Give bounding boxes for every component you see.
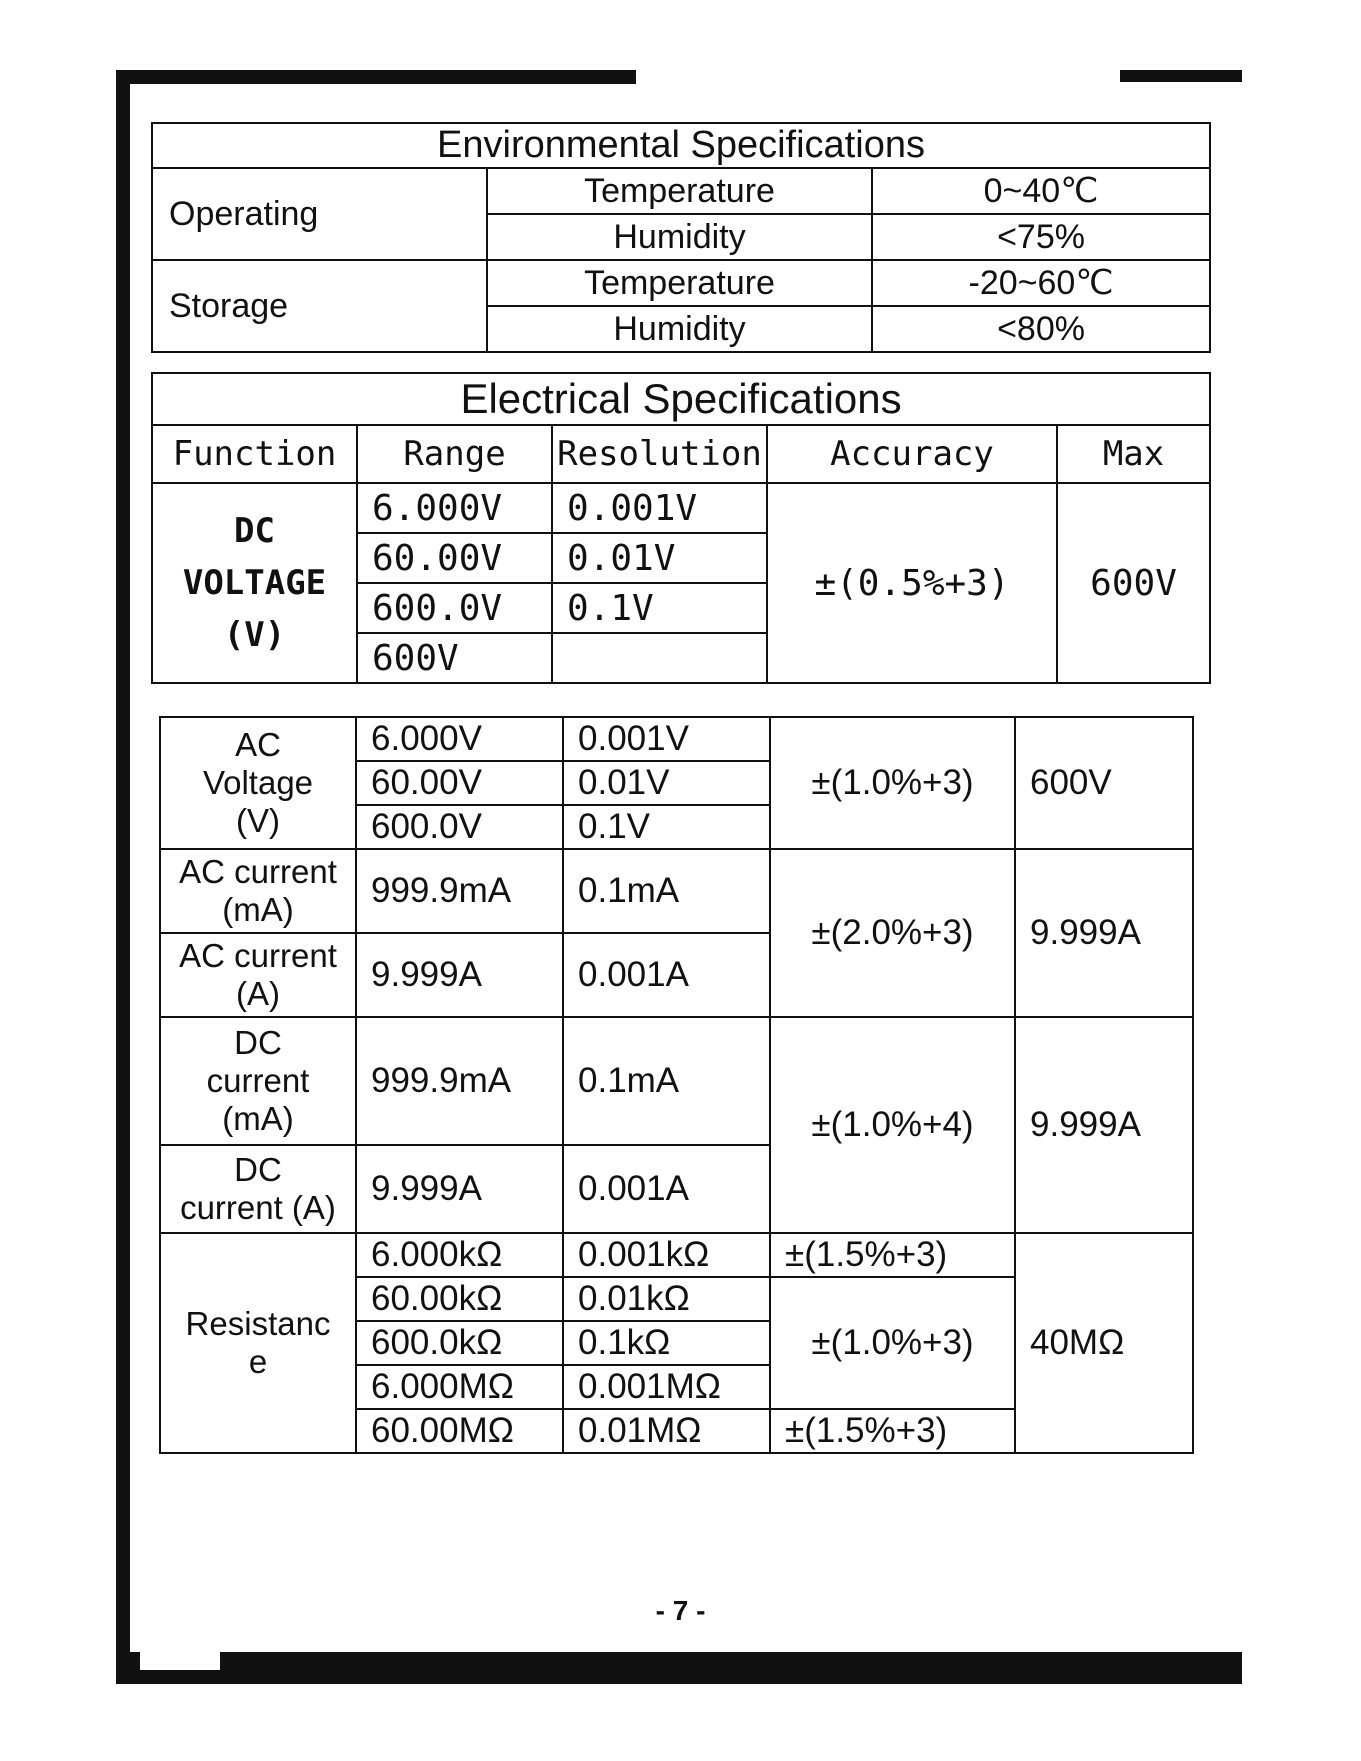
function-line: DC bbox=[234, 1024, 282, 1061]
ac-voltage-resolution: 0.01V bbox=[563, 761, 770, 805]
ac-current-a-resolution: 0.001A bbox=[563, 933, 770, 1017]
resistance-resolution: 0.001kΩ bbox=[563, 1233, 770, 1277]
function-line: (mA) bbox=[222, 1100, 294, 1137]
dc-voltage-max: 600V bbox=[1057, 483, 1210, 683]
function-line: AC bbox=[235, 726, 281, 763]
dc-voltage-resolution bbox=[552, 633, 767, 683]
ac-voltage-accuracy: ±(1.0%+3) bbox=[770, 717, 1015, 849]
storage-temperature-value: -20~60℃ bbox=[872, 260, 1210, 306]
function-line: current bbox=[206, 1062, 310, 1099]
ac-current-ma-function bbox=[160, 849, 356, 933]
dc-voltage-range: 6.000V bbox=[357, 483, 552, 533]
operating-humidity-value: <75% bbox=[872, 214, 1210, 260]
dc-current-ma-range: 999.9mA bbox=[356, 1017, 563, 1145]
scan-border-top bbox=[116, 70, 636, 84]
resistance-accuracy-middle: ±(1.0%+3) bbox=[770, 1277, 1015, 1409]
resistance-resolution: 0.1kΩ bbox=[563, 1321, 770, 1365]
ac-voltage-range: 600.0V bbox=[356, 805, 563, 849]
function-line: VOLTAGE bbox=[182, 563, 327, 603]
storage-label: Storage bbox=[152, 260, 487, 352]
header-resolution: Resolution bbox=[552, 425, 767, 483]
function-line: (V) bbox=[223, 615, 286, 655]
ac-current-a-range: 9.999A bbox=[356, 933, 563, 1017]
ac-current-max: 9.999A bbox=[1015, 849, 1193, 1017]
resistance-resolution: 0.001MΩ bbox=[563, 1365, 770, 1409]
measurement-specifications-table bbox=[159, 716, 1194, 1454]
ac-voltage-range: 60.00V bbox=[356, 761, 563, 805]
resistance-range: 60.00kΩ bbox=[356, 1277, 563, 1321]
ac-current-ma-range: 999.9mA bbox=[356, 849, 563, 933]
ac-voltage-range: 6.000V bbox=[356, 717, 563, 761]
storage-humidity-label: Humidity bbox=[487, 306, 872, 352]
resistance-range: 600.0kΩ bbox=[356, 1321, 563, 1365]
dc-voltage-range: 60.00V bbox=[357, 533, 552, 583]
function-line: current (A) bbox=[180, 1189, 336, 1226]
resistance-resolution: 0.01MΩ bbox=[563, 1409, 770, 1453]
dc-voltage-resolution: 0.1V bbox=[552, 583, 767, 633]
function-line: Voltage bbox=[202, 764, 314, 801]
electrical-title: Electrical Specifications bbox=[152, 373, 1210, 425]
resistance-accuracy-last: ±(1.5%+3) bbox=[770, 1409, 1015, 1453]
header-range: Range bbox=[357, 425, 552, 483]
header-accuracy: Accuracy bbox=[767, 425, 1057, 483]
resistance-max: 40MΩ bbox=[1015, 1233, 1193, 1453]
resistance-range: 60.00MΩ bbox=[356, 1409, 563, 1453]
dc-voltage-range: 600V bbox=[357, 633, 552, 683]
dc-voltage-range: 600.0V bbox=[357, 583, 552, 633]
function-line: Resistanc bbox=[185, 1305, 331, 1342]
ac-voltage-max: 600V bbox=[1015, 717, 1193, 849]
electrical-specifications-table bbox=[151, 372, 1211, 684]
dc-voltage-function bbox=[152, 483, 357, 683]
function-line: AC current bbox=[179, 937, 337, 974]
function-line: (A) bbox=[236, 975, 280, 1012]
header-function: Function bbox=[152, 425, 357, 483]
storage-humidity-value: <80% bbox=[872, 306, 1210, 352]
ac-voltage-resolution: 0.001V bbox=[563, 717, 770, 761]
scan-border-top-right bbox=[1120, 70, 1242, 82]
storage-temperature-label: Temperature bbox=[487, 260, 872, 306]
ac-current-a-function bbox=[160, 933, 356, 1017]
function-line: AC current bbox=[179, 853, 337, 890]
dc-voltage-resolution: 0.001V bbox=[552, 483, 767, 533]
scan-border-gap bbox=[140, 1652, 220, 1670]
ac-voltage-function bbox=[160, 717, 356, 849]
dc-current-a-function bbox=[160, 1145, 356, 1233]
ac-current-ma-resolution: 0.1mA bbox=[563, 849, 770, 933]
function-line: e bbox=[248, 1343, 268, 1380]
environmental-title: Environmental Specifications bbox=[152, 123, 1210, 168]
function-line: DC bbox=[234, 511, 275, 551]
dc-voltage-accuracy: ±(0.5%+3) bbox=[767, 483, 1057, 683]
scan-border-bottom bbox=[116, 1652, 1242, 1684]
resistance-accuracy-first: ±(1.5%+3) bbox=[770, 1233, 1015, 1277]
scan-border-left bbox=[116, 70, 130, 1670]
dc-voltage-resolution: 0.01V bbox=[552, 533, 767, 583]
resistance-range: 6.000kΩ bbox=[356, 1233, 563, 1277]
header-max: Max bbox=[1057, 425, 1210, 483]
dc-current-max: 9.999A bbox=[1015, 1017, 1193, 1233]
ac-voltage-resolution: 0.1V bbox=[563, 805, 770, 849]
operating-humidity-label: Humidity bbox=[487, 214, 872, 260]
resistance-function bbox=[160, 1233, 356, 1453]
page-number: - 7 - bbox=[655, 1595, 706, 1626]
dc-current-accuracy: ±(1.0%+4) bbox=[770, 1017, 1015, 1233]
operating-temperature-value: 0~40℃ bbox=[872, 168, 1210, 214]
ac-current-accuracy: ±(2.0%+3) bbox=[770, 849, 1015, 1017]
dc-current-ma-function bbox=[160, 1017, 356, 1145]
function-line: (mA) bbox=[222, 891, 294, 928]
operating-temperature-label: Temperature bbox=[487, 168, 872, 214]
function-line: (V) bbox=[236, 802, 280, 839]
function-line: DC bbox=[234, 1151, 282, 1188]
resistance-range: 6.000MΩ bbox=[356, 1365, 563, 1409]
dc-current-ma-resolution: 0.1mA bbox=[563, 1017, 770, 1145]
dc-current-a-resolution: 0.001A bbox=[563, 1145, 770, 1233]
dc-current-a-range: 9.999A bbox=[356, 1145, 563, 1233]
resistance-resolution: 0.01kΩ bbox=[563, 1277, 770, 1321]
environmental-specifications-table bbox=[151, 122, 1211, 353]
operating-label: Operating bbox=[152, 168, 487, 260]
